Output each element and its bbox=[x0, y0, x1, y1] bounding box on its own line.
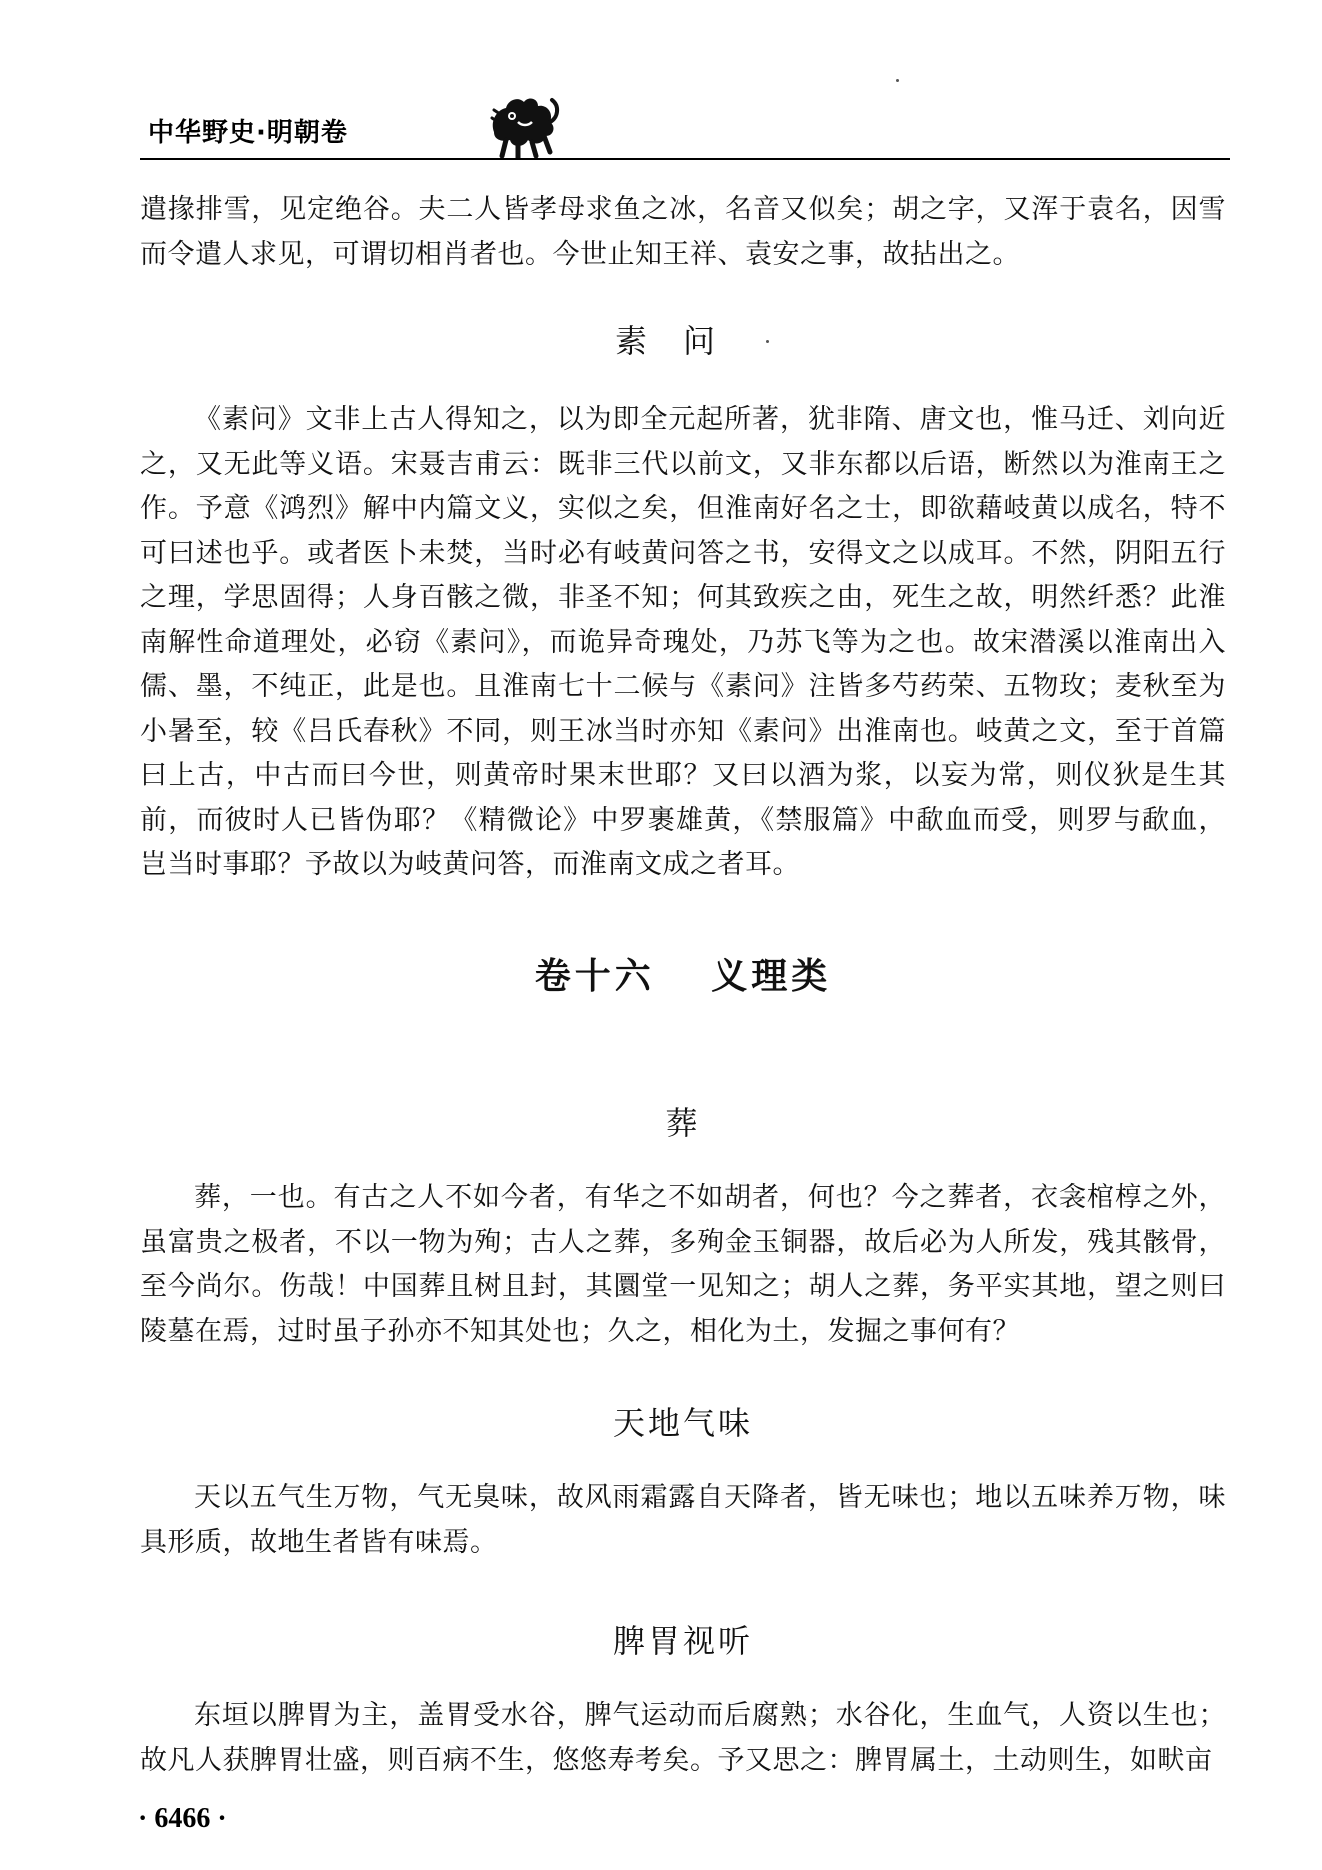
intro-paragraph: 遣掾排雪，见定绝谷。夫二人皆孝母求鱼之冰，名音又似矣；胡之字，又浑于袁名，因雪而令遣人求见，可谓切相肖者也。今世止知王祥、袁安之事，故拈出之。 bbox=[140, 194, 1226, 270]
suwen-paragraph: 《素问》文非上古人得知之，以为即全元起所著，犹非隋、唐文也，惟马迁、刘向近之，又无此等义语。宋聂吉甫云：既非三代以前文，又非东都以后语，断然以为淮南王之作。予意《鸿烈》解中内篇文义，实似之矣，但淮南好名之士，即欲藉岐黄以成名，特不可曰述也乎。或者医卜未焚，当时必有岐黄问答之书，安得文之以成耳。不然，阴阳五行之理，学思固得；人身百骸之微，非圣不知；何其致疾之由，死生之故，明然纤悉？此淮南解性命道理处，必窃《素问》，而诡异奇瑰处，乃苏飞等为之也。故宋潜溪以淮南出入儒、墨，不纯正，此是也。且淮南七十二候与《素问》注皆多芍药荣、五物玫；麦秋至为小暑至，较《吕氏春秋》不同，则王冰当时亦知《素问》出淮南也。岐黄之文，至于首篇曰上古，中古而曰今世，则黄帝时果末世耶？又曰以酒为浆，以妄为常，则仪狄是生其前，而彼时人已皆伪耶？《精微论》中罗裹雄黄，《禁服篇》中歃血而受，则罗与歃血，岂当时事耶？予故以为岐黄问答，而淮南文成之者耳。 bbox=[140, 404, 1226, 880]
page-number: · 6466 · bbox=[138, 1803, 227, 1834]
tiandi-paragraph: 天以五气生万物，气无臭味，故风雨霜露自天降者，皆无味也；地以五味养万物，味具形质，故地生者皆有味焉。 bbox=[140, 1482, 1226, 1558]
section-heading-suwen: 素问 bbox=[614, 322, 751, 360]
section-heading-piwei: 脾胃视听 bbox=[612, 1622, 753, 1660]
running-header bbox=[140, 104, 1230, 160]
scan-speck bbox=[766, 340, 769, 343]
lion-emblem-icon bbox=[488, 92, 560, 160]
header-rule bbox=[140, 158, 1230, 160]
section-heading-tiandi: 天地气味 bbox=[612, 1404, 753, 1442]
scan-speck bbox=[896, 79, 899, 82]
chapter-heading: 卷十六 义理类 bbox=[534, 956, 832, 997]
section-heading-zang: 葬 bbox=[665, 1104, 701, 1142]
book-title: 中华野史·明朝卷 bbox=[148, 118, 348, 148]
piwei-paragraph: 东垣以脾胃为主，盖胃受水谷，脾气运动而后腐熟；水谷化，生血气，人资以生也；故凡人获脾胃壮盛，则百病不生，悠悠寿考矣。予又思之：脾胃属土，土动则生，如畎亩 bbox=[140, 1700, 1226, 1776]
zang-paragraph: 葬，一也。有古之人不如今者，有华之不如胡者，何也？今之葬者，衣衾棺椁之外，虽富贵之极者，不以一物为殉；古人之葬，多殉金玉铜器，故后必为人所发，残其骸骨，至今尚尔。伤哉！中国葬且树且封，其圜堂一见知之；胡人之葬，务平实其地，望之则曰陵墓在焉，过时虽子孙亦不知其处也；久之，相化为土，发掘之事何有？ bbox=[140, 1182, 1226, 1347]
